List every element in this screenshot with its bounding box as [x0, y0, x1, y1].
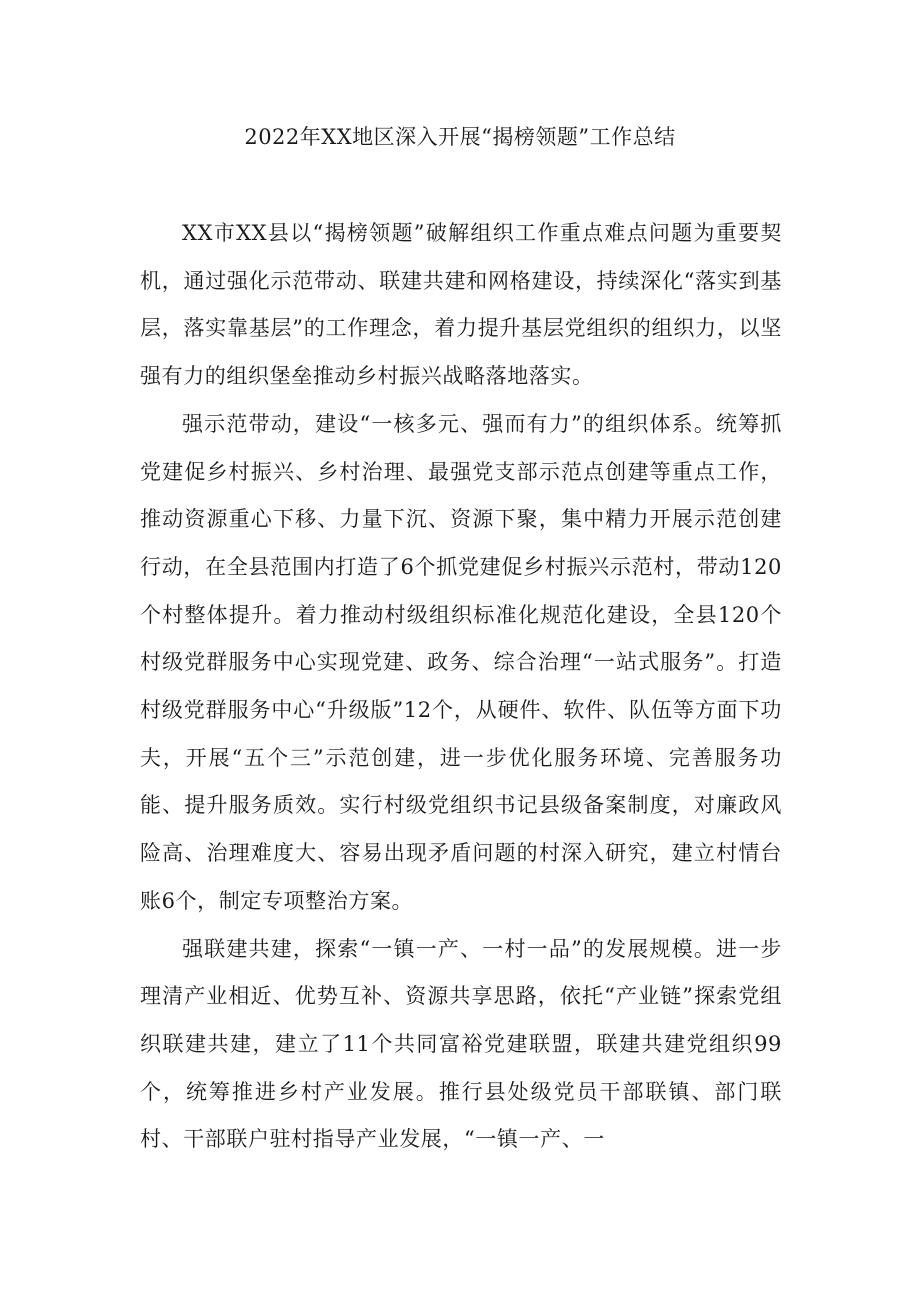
document-title: 2022年XX地区深入开展“揭榜领题”工作总结 [244, 125, 676, 149]
document-body [140, 210, 782, 1164]
paragraph-demonstration: 强示范带动，建设“一核多元、强而有力”的组织体系。统筹抓党建促乡村振兴、乡村治理、最强党支部示范点创建等重点工作，推动资源重心下移、力量下沉、资源下聚，集中精力开展示范创建行动，在全县范围内打造了6个抓党建促乡村振兴示范村，带动120个村整体提升。着力推动村级组织标准化规范化建设，全县120个村级党群服务中心实现党建、政务、综合治理“一站式服务”。打造村级党群服务中心“升级版”12个，从硬件、软件、队伍等方面下功夫，开展“五个三”示范创建，进一步优化服务环境、完善服务功能、提升服务质效。实行村级党组织书记县级备案制度，对廉政风险高、治理难度大、容易出现矛盾问题的村深入研究，建立村情台账6个，制定专项整治方案。 [140, 411, 782, 913]
paragraph-intro: XX市XX县以“揭榜领题”破解组织工作重点难点问题为重要契机，通过强化示范带动、联建共建和网格建设，持续深化“落实到基层，落实靠基层”的工作理念，着力提升基层党组织的组织力，以坚强有力的组织堡垒推动乡村振兴战略落地落实。 [140, 221, 782, 389]
paragraph-joint-construction: 强联建共建，探索“一镇一产、一村一品”的发展规模。进一步理清产业相近、优势互补、资源共享思路，依托“产业链”探索党组织联建共建，建立了11个共同富裕党建联盟，联建共建党组织99个，统筹推进乡村产业发展。推行县处级党员干部联镇、部门联村、干部联户驻村指导产业发展，“一镇一产、一 [140, 936, 782, 1152]
